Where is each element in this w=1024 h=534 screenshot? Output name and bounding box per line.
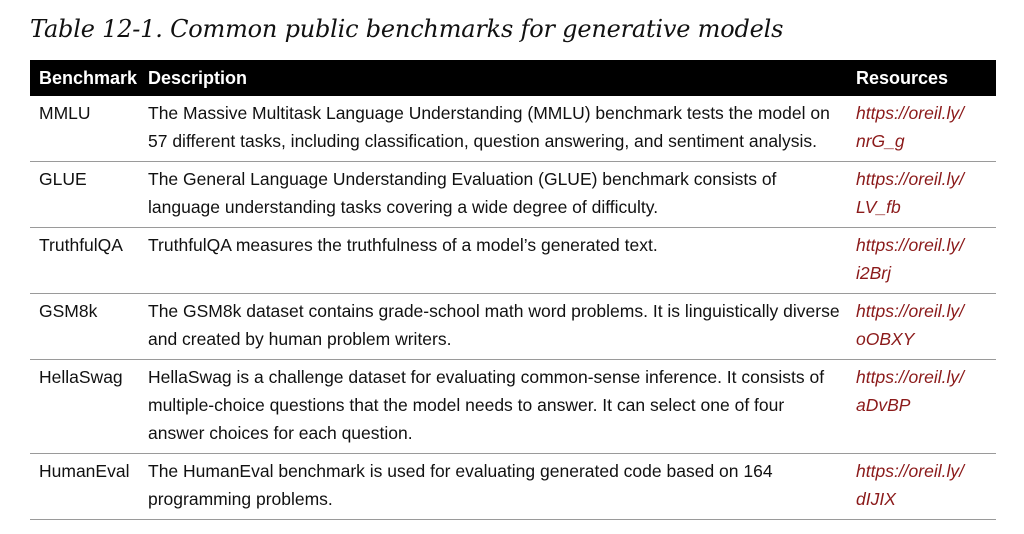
benchmark-description: The HumanEval benchmark is used for evaluating generated code based on 164 programming problems.	[148, 461, 773, 509]
resource-link-line1[interactable]: https://oreil.ly/	[856, 169, 964, 189]
benchmark-description: HellaSwag is a challenge dataset for evaluating common-sense inference. It consists of multiple-choice questions that the model needs to answer. It can select one of four answer choices for each question.	[148, 367, 825, 443]
resource-link-line2[interactable]: dIJIX	[856, 489, 896, 509]
resource-link[interactable]	[846, 228, 996, 294]
benchmark-name: MMLU	[39, 103, 91, 123]
resource-link[interactable]	[846, 454, 996, 520]
table-caption: Table 12-1. Common public benchmarks for generative models	[30, 15, 784, 43]
table-header	[30, 60, 996, 96]
resource-link-line2[interactable]: LV_fb	[856, 197, 901, 217]
benchmark-name: HellaSwag	[39, 367, 123, 387]
table-body	[30, 96, 996, 520]
table-row	[30, 228, 996, 294]
resource-link-line1[interactable]: https://oreil.ly/	[856, 235, 964, 255]
resource-link-line1[interactable]: https://oreil.ly/	[856, 367, 964, 387]
benchmark-description: TruthfulQA measures the truthfulness of a model’s generated text.	[148, 235, 658, 255]
table-row	[30, 162, 996, 228]
resource-link[interactable]	[846, 294, 996, 360]
benchmarks-table	[30, 60, 996, 520]
benchmark-name: TruthfulQA	[39, 235, 123, 255]
benchmark-description: The General Language Understanding Evaluation (GLUE) benchmark consists of language understanding tasks covering a wide degree of difficulty.	[148, 169, 777, 217]
header-description: Description	[148, 67, 248, 88]
resource-link[interactable]	[846, 162, 996, 228]
resource-link-line2[interactable]: oOBXY	[856, 329, 915, 349]
benchmark-name: HumanEval	[39, 461, 130, 481]
table-row	[30, 294, 996, 360]
resource-link-line2[interactable]: nrG_g	[856, 131, 905, 151]
table-row	[30, 454, 996, 520]
header-row	[30, 60, 996, 96]
table-row	[30, 360, 996, 454]
resource-link[interactable]	[846, 360, 996, 454]
benchmark-name: GSM8k	[39, 301, 98, 321]
resource-link-line1[interactable]: https://oreil.ly/	[856, 461, 964, 481]
benchmark-description: The GSM8k dataset contains grade-school math word problems. It is linguistically diverse and created by human problem writers.	[148, 301, 840, 349]
resource-link-line2[interactable]: aDvBP	[856, 395, 911, 415]
resource-link-line1[interactable]: https://oreil.ly/	[856, 301, 964, 321]
benchmark-description: The Massive Multitask Language Understanding (MMLU) benchmark tests the model on 57 different tasks, including classification, question answering, and sentiment analysis.	[148, 103, 830, 151]
header-benchmark: Benchmark	[39, 67, 138, 88]
benchmark-name: GLUE	[39, 169, 87, 189]
table-row	[30, 96, 996, 162]
resource-link[interactable]	[846, 96, 996, 162]
header-resources: Resources	[856, 67, 949, 88]
resource-link-line2[interactable]: i2Brj	[856, 263, 892, 283]
resource-link-line1[interactable]: https://oreil.ly/	[856, 103, 964, 123]
